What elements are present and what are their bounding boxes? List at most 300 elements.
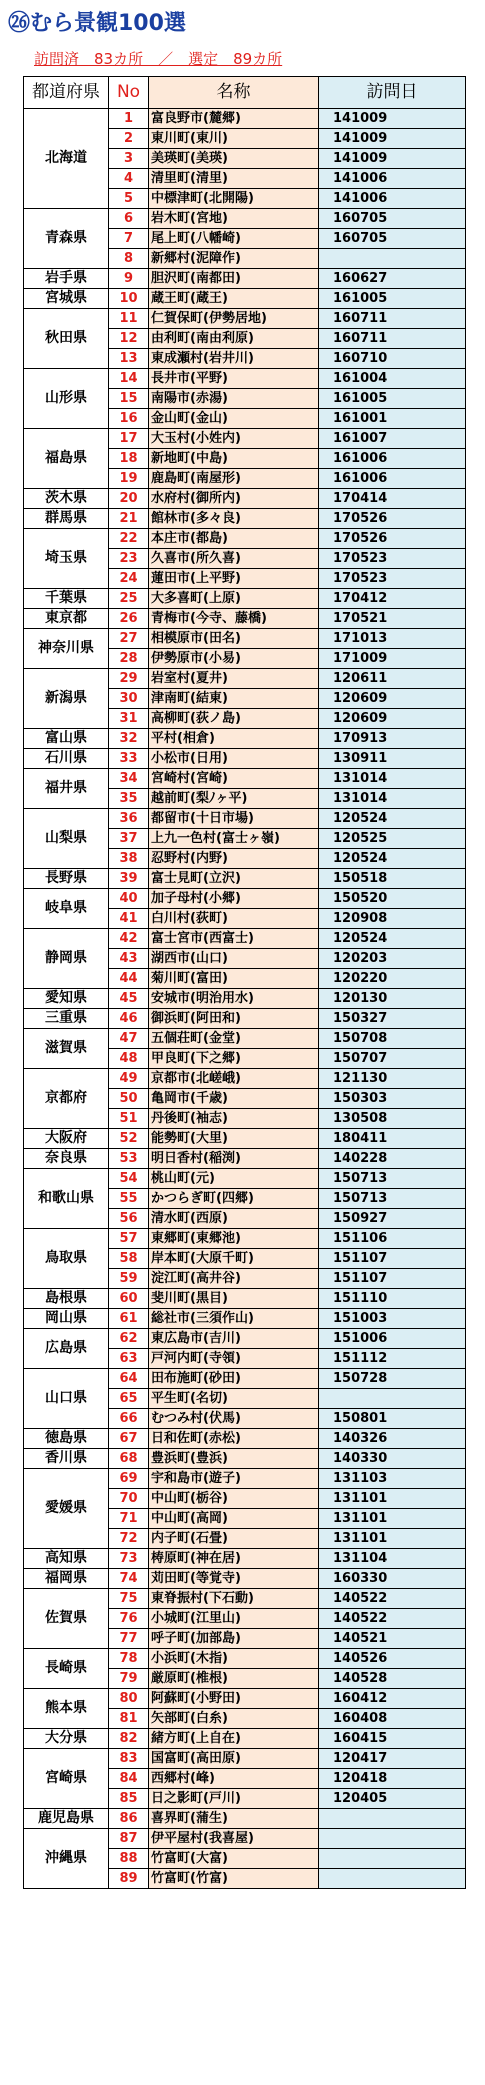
table-row <box>24 209 466 229</box>
name-cell: 金山町(金山) <box>149 409 319 429</box>
visit-date-cell: 150303 <box>319 1089 466 1109</box>
name-cell: 高柳町(荻ノ島) <box>149 709 319 729</box>
table-row <box>24 1129 466 1149</box>
visit-date-cell: 140528 <box>319 1669 466 1689</box>
name-cell: 富良野市(麓郷) <box>149 109 319 129</box>
number-cell: 65 <box>109 1389 149 1409</box>
number-cell: 59 <box>109 1269 149 1289</box>
visit-date-cell: 170412 <box>319 589 466 609</box>
name-cell: 相模原市(田名) <box>149 629 319 649</box>
visit-date-cell: 120203 <box>319 949 466 969</box>
number-cell: 29 <box>109 669 149 689</box>
visit-date-cell: 140228 <box>319 1149 466 1169</box>
table-row <box>24 989 466 1009</box>
name-cell: むつみ村(伏馬) <box>149 1409 319 1429</box>
name-cell: 津南町(結東) <box>149 689 319 709</box>
name-cell: 東成瀬村(岩井川) <box>149 349 319 369</box>
name-cell: 伊平屋村(我喜屋) <box>149 1829 319 1849</box>
number-cell: 54 <box>109 1169 149 1189</box>
prefecture-cell: 福島県 <box>24 429 109 489</box>
prefecture-cell: 宮城県 <box>24 289 109 309</box>
prefecture-cell: 茨木県 <box>24 489 109 509</box>
number-cell: 27 <box>109 629 149 649</box>
name-cell: 戸河内町(寺領) <box>149 1349 319 1369</box>
name-cell: 上九一色村(富士ヶ嶺) <box>149 829 319 849</box>
number-cell: 76 <box>109 1609 149 1629</box>
visit-date-cell: 150713 <box>319 1189 466 1209</box>
name-cell: 東広島市(吉川) <box>149 1329 319 1349</box>
number-cell: 12 <box>109 329 149 349</box>
number-cell: 66 <box>109 1409 149 1429</box>
visit-date-cell: 151107 <box>319 1249 466 1269</box>
prefecture-cell: 広島県 <box>24 1329 109 1369</box>
prefecture-cell: 神奈川県 <box>24 629 109 669</box>
number-cell: 40 <box>109 889 149 909</box>
visit-date-cell: 160627 <box>319 269 466 289</box>
number-cell: 36 <box>109 809 149 829</box>
visit-date-cell: 151003 <box>319 1309 466 1329</box>
number-cell: 84 <box>109 1769 149 1789</box>
visit-date-cell: 161006 <box>319 449 466 469</box>
visit-summary: 訪問済 83カ所 ／ 選定 89カ所 <box>34 50 283 68</box>
prefecture-cell: 静岡県 <box>24 929 109 989</box>
table-row <box>24 589 466 609</box>
number-cell: 43 <box>109 949 149 969</box>
name-cell: 西郷村(峰) <box>149 1769 319 1789</box>
name-cell: 御浜町(阿田和) <box>149 1009 319 1029</box>
visit-date-cell: 161006 <box>319 469 466 489</box>
number-cell: 3 <box>109 149 149 169</box>
visit-date-cell: 140521 <box>319 1629 466 1649</box>
table-row <box>24 629 466 649</box>
number-cell: 20 <box>109 489 149 509</box>
visit-date-cell: 170521 <box>319 609 466 629</box>
visit-date-cell: 170526 <box>319 509 466 529</box>
name-cell: 東郷町(東郷池) <box>149 1229 319 1249</box>
visit-date-cell: 131101 <box>319 1489 466 1509</box>
name-cell: 岩室村(夏井) <box>149 669 319 689</box>
table-row <box>24 929 466 949</box>
number-cell: 82 <box>109 1729 149 1749</box>
number-cell: 51 <box>109 1109 149 1129</box>
number-cell: 6 <box>109 209 149 229</box>
prefecture-cell: 山口県 <box>24 1369 109 1429</box>
visit-date-cell: 160705 <box>319 209 466 229</box>
number-cell: 33 <box>109 749 149 769</box>
visit-date-cell: 151006 <box>319 1329 466 1349</box>
name-cell: 中山町(高岡) <box>149 1509 319 1529</box>
number-cell: 68 <box>109 1449 149 1469</box>
table-row <box>24 1069 466 1089</box>
number-cell: 73 <box>109 1549 149 1569</box>
visit-date-cell: 150713 <box>319 1169 466 1189</box>
name-cell: 国富町(高田原) <box>149 1749 319 1769</box>
visit-date-cell: 150518 <box>319 869 466 889</box>
visit-date-cell: 151106 <box>319 1229 466 1249</box>
prefecture-cell: 福井県 <box>24 769 109 809</box>
name-cell: 苅田町(等覚寺) <box>149 1569 319 1589</box>
number-cell: 60 <box>109 1289 149 1309</box>
name-cell: 丹後町(袖志) <box>149 1109 319 1129</box>
visit-date-cell: 161001 <box>319 409 466 429</box>
name-cell: 由利町(南由利原) <box>149 329 319 349</box>
name-cell: 桃山町(元) <box>149 1169 319 1189</box>
visit-date-cell: 131014 <box>319 789 466 809</box>
number-cell: 2 <box>109 129 149 149</box>
name-cell: 岸本町(大原千町) <box>149 1249 319 1269</box>
table-row <box>24 769 466 789</box>
name-cell: 湖西市(山口) <box>149 949 319 969</box>
prefecture-cell: 滋賀県 <box>24 1029 109 1069</box>
table-row <box>24 429 466 449</box>
number-cell: 7 <box>109 229 149 249</box>
prefecture-cell: 岐阜県 <box>24 889 109 929</box>
prefecture-cell: 群馬県 <box>24 509 109 529</box>
table-row <box>24 489 466 509</box>
number-cell: 67 <box>109 1429 149 1449</box>
number-cell: 70 <box>109 1489 149 1509</box>
number-cell: 21 <box>109 509 149 529</box>
number-cell: 57 <box>109 1229 149 1249</box>
visit-date-cell: 160415 <box>319 1729 466 1749</box>
visit-date-cell: 121130 <box>319 1069 466 1089</box>
village-landscape-table <box>23 76 466 1889</box>
name-cell: 甲良町(下之郷) <box>149 1049 319 1069</box>
table-row <box>24 809 466 829</box>
name-cell: 宇和島市(遊子) <box>149 1469 319 1489</box>
number-cell: 41 <box>109 909 149 929</box>
name-cell: 仁賀保町(伊勢居地) <box>149 309 319 329</box>
prefecture-cell: 愛媛県 <box>24 1469 109 1549</box>
visit-date-cell: 171009 <box>319 649 466 669</box>
name-cell: 平村(相倉) <box>149 729 319 749</box>
number-cell: 50 <box>109 1089 149 1109</box>
visit-date-cell: 150728 <box>319 1369 466 1389</box>
number-cell: 24 <box>109 569 149 589</box>
visit-date-cell: 151112 <box>319 1349 466 1369</box>
visit-date-cell: 131101 <box>319 1509 466 1529</box>
name-cell: 安城市(明治用水) <box>149 989 319 1009</box>
number-cell: 56 <box>109 1209 149 1229</box>
table-row <box>24 1749 466 1769</box>
prefecture-cell: 東京都 <box>24 609 109 629</box>
name-cell: 伊勢原市(小易) <box>149 649 319 669</box>
visit-date-cell: 120130 <box>319 989 466 1009</box>
header-visit-date: 訪問日 <box>319 77 466 109</box>
prefecture-cell: 山形県 <box>24 369 109 429</box>
visit-date-cell: 160705 <box>319 229 466 249</box>
prefecture-cell: 徳島県 <box>24 1429 109 1449</box>
name-cell: 南陽市(赤湯) <box>149 389 319 409</box>
table-row <box>24 609 466 629</box>
table-row <box>24 1649 466 1669</box>
table-row <box>24 1009 466 1029</box>
prefecture-cell: 香川県 <box>24 1449 109 1469</box>
visit-date-cell: 120609 <box>319 709 466 729</box>
prefecture-cell: 埼玉県 <box>24 529 109 589</box>
visit-date-cell <box>319 1829 466 1849</box>
visit-date-cell <box>319 1389 466 1409</box>
visit-date-cell: 131104 <box>319 1549 466 1569</box>
table-row <box>24 529 466 549</box>
table-row <box>24 1029 466 1049</box>
table-row <box>24 869 466 889</box>
number-cell: 23 <box>109 549 149 569</box>
number-cell: 45 <box>109 989 149 1009</box>
number-cell: 4 <box>109 169 149 189</box>
header-name: 名称 <box>149 77 319 109</box>
name-cell: 新郷村(泥障作) <box>149 249 319 269</box>
name-cell: 岩木町(宮地) <box>149 209 319 229</box>
number-cell: 64 <box>109 1369 149 1389</box>
name-cell: 小城町(江里山) <box>149 1609 319 1629</box>
table-row <box>24 889 466 909</box>
visit-date-cell: 140326 <box>319 1429 466 1449</box>
visit-date-cell: 141009 <box>319 149 466 169</box>
prefecture-cell: 石川県 <box>24 749 109 769</box>
number-cell: 87 <box>109 1829 149 1849</box>
number-cell: 63 <box>109 1349 149 1369</box>
name-cell: 阿蘇町(小野田) <box>149 1689 319 1709</box>
number-cell: 81 <box>109 1709 149 1729</box>
name-cell: 梼原町(神在居) <box>149 1549 319 1569</box>
table-row <box>24 669 466 689</box>
visit-date-cell: 131014 <box>319 769 466 789</box>
visit-date-cell: 161007 <box>319 429 466 449</box>
number-cell: 79 <box>109 1669 149 1689</box>
number-cell: 69 <box>109 1469 149 1489</box>
visit-date-cell: 151110 <box>319 1289 466 1309</box>
visit-date-cell <box>319 249 466 269</box>
visit-date-cell: 141006 <box>319 189 466 209</box>
table-header-row <box>24 77 466 109</box>
visit-date-cell: 130911 <box>319 749 466 769</box>
visit-date-cell: 120908 <box>319 909 466 929</box>
visit-date-cell: 120524 <box>319 809 466 829</box>
prefecture-cell: 沖縄県 <box>24 1829 109 1889</box>
table-row <box>24 749 466 769</box>
number-cell: 13 <box>109 349 149 369</box>
name-cell: 五個荘町(金堂) <box>149 1029 319 1049</box>
number-cell: 48 <box>109 1049 149 1069</box>
prefecture-cell: 奈良県 <box>24 1149 109 1169</box>
name-cell: 清水町(西原) <box>149 1209 319 1229</box>
table-row <box>24 289 466 309</box>
table-row <box>24 369 466 389</box>
visit-date-cell: 150707 <box>319 1049 466 1069</box>
number-cell: 49 <box>109 1069 149 1089</box>
prefecture-cell: 岩手県 <box>24 269 109 289</box>
visit-date-cell: 120611 <box>319 669 466 689</box>
name-cell: 竹富町(大富) <box>149 1849 319 1869</box>
table-row <box>24 1729 466 1749</box>
name-cell: 越前町(梨ﾉヶ平) <box>149 789 319 809</box>
visit-date-cell: 171013 <box>319 629 466 649</box>
prefecture-cell: 高知県 <box>24 1549 109 1569</box>
prefecture-cell: 長野県 <box>24 869 109 889</box>
number-cell: 52 <box>109 1129 149 1149</box>
name-cell: 亀岡市(千歳) <box>149 1089 319 1109</box>
table-row <box>24 1449 466 1469</box>
name-cell: 明日香村(稲渕) <box>149 1149 319 1169</box>
number-cell: 75 <box>109 1589 149 1609</box>
name-cell: 総社市(三須作山) <box>149 1309 319 1329</box>
name-cell: 本庄市(都島) <box>149 529 319 549</box>
prefecture-cell: 富山県 <box>24 729 109 749</box>
number-cell: 47 <box>109 1029 149 1049</box>
name-cell: 斐川町(黒目) <box>149 1289 319 1309</box>
prefecture-cell: 福岡県 <box>24 1569 109 1589</box>
table-row <box>24 1689 466 1709</box>
visit-date-cell: 131103 <box>319 1469 466 1489</box>
name-cell: 中標津町(北開陽) <box>149 189 319 209</box>
visit-date-cell: 120220 <box>319 969 466 989</box>
table-row <box>24 1309 466 1329</box>
number-cell: 37 <box>109 829 149 849</box>
name-cell: 水府村(御所内) <box>149 489 319 509</box>
name-cell: 豊浜町(豊浜) <box>149 1449 319 1469</box>
number-cell: 14 <box>109 369 149 389</box>
visit-date-cell: 150801 <box>319 1409 466 1429</box>
visit-date-cell: 131101 <box>319 1529 466 1549</box>
number-cell: 46 <box>109 1009 149 1029</box>
number-cell: 5 <box>109 189 149 209</box>
number-cell: 80 <box>109 1689 149 1709</box>
visit-date-cell: 120525 <box>319 829 466 849</box>
name-cell: 蔵王町(蔵王) <box>149 289 319 309</box>
number-cell: 39 <box>109 869 149 889</box>
number-cell: 17 <box>109 429 149 449</box>
visit-date-cell: 170913 <box>319 729 466 749</box>
visit-date-cell: 120418 <box>319 1769 466 1789</box>
visit-date-cell: 150927 <box>319 1209 466 1229</box>
table-row <box>24 509 466 529</box>
number-cell: 22 <box>109 529 149 549</box>
number-cell: 42 <box>109 929 149 949</box>
number-cell: 58 <box>109 1249 149 1269</box>
number-cell: 25 <box>109 589 149 609</box>
table-row <box>24 1549 466 1569</box>
name-cell: 都留市(十日市場) <box>149 809 319 829</box>
header-prefecture: 都道府県 <box>24 77 109 109</box>
visit-date-cell: 120405 <box>319 1789 466 1809</box>
visit-date-cell: 120524 <box>319 929 466 949</box>
name-cell: 平生町(名切) <box>149 1389 319 1409</box>
visit-date-cell: 141009 <box>319 129 466 149</box>
name-cell: 大玉村(小姓内) <box>149 429 319 449</box>
number-cell: 34 <box>109 769 149 789</box>
name-cell: 久喜市(所久喜) <box>149 549 319 569</box>
number-cell: 61 <box>109 1309 149 1329</box>
number-cell: 77 <box>109 1629 149 1649</box>
number-cell: 30 <box>109 689 149 709</box>
visit-date-cell: 160710 <box>319 349 466 369</box>
visit-date-cell: 170526 <box>319 529 466 549</box>
prefecture-cell: 大分県 <box>24 1729 109 1749</box>
visit-date-cell: 140526 <box>319 1649 466 1669</box>
name-cell: 蓮田市(上平野) <box>149 569 319 589</box>
name-cell: 尾上町(八幡崎) <box>149 229 319 249</box>
name-cell: 喜界町(蒲生) <box>149 1809 319 1829</box>
name-cell: 小松市(日用) <box>149 749 319 769</box>
number-cell: 89 <box>109 1869 149 1889</box>
prefecture-cell: 新潟県 <box>24 669 109 729</box>
prefecture-cell: 熊本県 <box>24 1689 109 1729</box>
visit-date-cell: 161005 <box>319 389 466 409</box>
name-cell: 能勢町(大里) <box>149 1129 319 1149</box>
name-cell: 美瑛町(美瑛) <box>149 149 319 169</box>
number-cell: 8 <box>109 249 149 269</box>
header-number: No <box>109 77 149 109</box>
prefecture-cell: 和歌山県 <box>24 1169 109 1229</box>
table-row <box>24 1149 466 1169</box>
name-cell: 富士宮市(西富士) <box>149 929 319 949</box>
name-cell: 館林市(多々良) <box>149 509 319 529</box>
name-cell: 小浜町(木指) <box>149 1649 319 1669</box>
number-cell: 62 <box>109 1329 149 1349</box>
prefecture-cell: 岡山県 <box>24 1309 109 1329</box>
visit-date-cell: 160408 <box>319 1709 466 1729</box>
name-cell: 長井市(平野) <box>149 369 319 389</box>
table-row <box>24 1289 466 1309</box>
visit-date-cell: 141009 <box>319 109 466 129</box>
name-cell: 内子町(石畳) <box>149 1529 319 1549</box>
table-row <box>24 729 466 749</box>
number-cell: 88 <box>109 1849 149 1869</box>
table-row <box>24 309 466 329</box>
name-cell: 厳原町(椎根) <box>149 1669 319 1689</box>
name-cell: 田布施町(砂田) <box>149 1369 319 1389</box>
table-row <box>24 1569 466 1589</box>
table-row <box>24 1169 466 1189</box>
name-cell: 清里町(清里) <box>149 169 319 189</box>
number-cell: 53 <box>109 1149 149 1169</box>
visit-date-cell: 141006 <box>319 169 466 189</box>
name-cell: 忍野村(内野) <box>149 849 319 869</box>
visit-date-cell <box>319 1869 466 1889</box>
table-row <box>24 269 466 289</box>
visit-date-cell: 130508 <box>319 1109 466 1129</box>
name-cell: 胆沢町(南都田) <box>149 269 319 289</box>
name-cell: 東脊振村(下石動) <box>149 1589 319 1609</box>
table-body <box>24 109 466 1889</box>
table-row <box>24 1809 466 1829</box>
name-cell: 日之影町(戸川) <box>149 1789 319 1809</box>
visit-date-cell: 150520 <box>319 889 466 909</box>
number-cell: 83 <box>109 1749 149 1769</box>
visit-date-cell: 161005 <box>319 289 466 309</box>
name-cell: 鹿島町(南屋形) <box>149 469 319 489</box>
page-title: ㉖むら景観100選 <box>8 11 186 36</box>
number-cell: 86 <box>109 1809 149 1829</box>
number-cell: 72 <box>109 1529 149 1549</box>
number-cell: 78 <box>109 1649 149 1669</box>
prefecture-cell: 愛知県 <box>24 989 109 1009</box>
visit-date-cell: 140522 <box>319 1589 466 1609</box>
visit-date-cell: 180411 <box>319 1129 466 1149</box>
visit-date-cell: 120417 <box>319 1749 466 1769</box>
visit-date-cell: 160711 <box>319 309 466 329</box>
name-cell: 中山町(栃谷) <box>149 1489 319 1509</box>
name-cell: 東川町(東川) <box>149 129 319 149</box>
table-row <box>24 1429 466 1449</box>
number-cell: 10 <box>109 289 149 309</box>
number-cell: 85 <box>109 1789 149 1809</box>
name-cell: 日和佐町(赤松) <box>149 1429 319 1449</box>
prefecture-cell: 千葉県 <box>24 589 109 609</box>
visit-date-cell: 150327 <box>319 1009 466 1029</box>
number-cell: 1 <box>109 109 149 129</box>
